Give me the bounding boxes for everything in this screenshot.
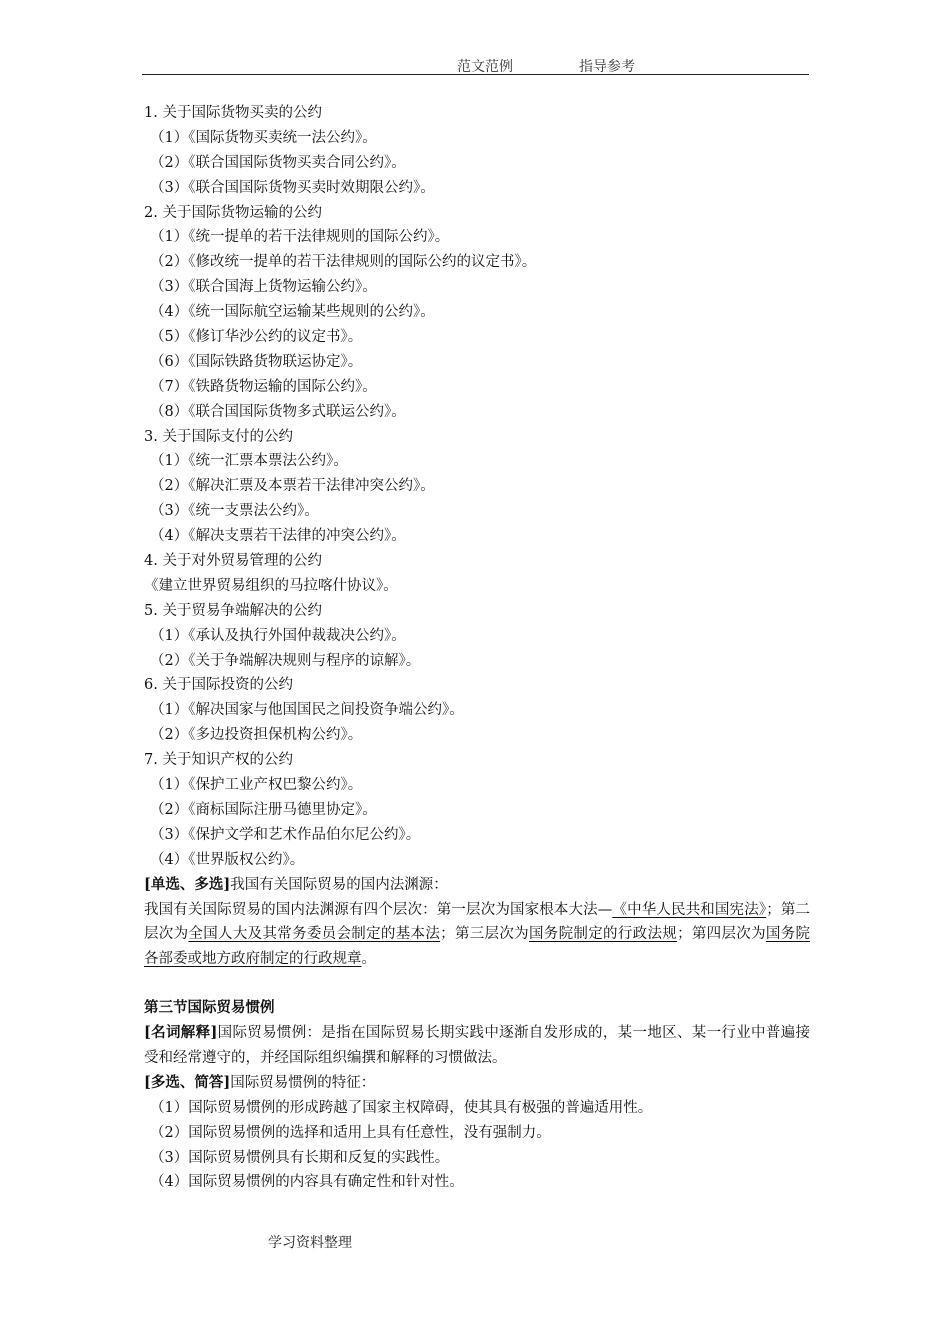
page-header bbox=[142, 54, 809, 75]
header-left-text: 范文范例 bbox=[457, 59, 513, 75]
convention-item: （4）《解决支票若干法律的冲突公约》。 bbox=[150, 528, 406, 545]
convention-item: （1）《承认及执行外国仲裁裁决公约》。 bbox=[150, 627, 406, 644]
answer-text: ；第二层次为 bbox=[144, 901, 811, 943]
features-text: 国际贸易惯例的特征： bbox=[230, 1074, 376, 1091]
convention-heading: 6. 关于国际投资的公约 bbox=[144, 677, 293, 694]
feature-item: （3）国际贸易惯例具有长期和反复的实践性。 bbox=[150, 1149, 450, 1166]
underlined-term: 国务院各部委或地方政府制定的行政规章 bbox=[144, 926, 811, 968]
convention-item: （1）《统一汇票本票法公约》。 bbox=[150, 453, 348, 470]
convention-heading: 4. 关于对外贸易管理的公约 bbox=[144, 553, 322, 570]
convention-item: （1）《统一提单的若干法律规则的国际公约》。 bbox=[150, 229, 450, 246]
convention-item: （2）《多边投资担保机构公约》。 bbox=[150, 727, 363, 744]
convention-heading: 1. 关于国际货物买卖的公约 bbox=[144, 105, 322, 121]
definition-paragraph bbox=[144, 1021, 810, 1071]
convention-item: （2）《联合国国际货物买卖合同公约》。 bbox=[150, 154, 406, 171]
convention-item: （3）《保护文学和艺术作品伯尔尼公约》。 bbox=[150, 826, 421, 843]
convention-item: （2）《修改统一提单的若干法律规则的国际公约的议定书》。 bbox=[150, 254, 537, 271]
features-tag: [多选、简答] bbox=[144, 1073, 231, 1091]
feature-item: （4）国际贸易惯例的内容具有确定性和针对性。 bbox=[150, 1174, 464, 1191]
underlined-term: 《中华人民共和国宪法》 bbox=[612, 901, 767, 918]
features-question bbox=[144, 1071, 810, 1096]
question-text: 我国有关国际贸易的国内法渊源： bbox=[230, 876, 448, 893]
convention-item: （2）《商标国际注册马德里协定》。 bbox=[150, 801, 377, 818]
convention-item: 《建立世界贸易组织的马拉喀什协议》。 bbox=[144, 577, 398, 594]
convention-item: （4）《统一国际航空运输某些规则的公约》。 bbox=[150, 304, 435, 321]
conventions-list bbox=[144, 101, 810, 873]
answer-text: 。 bbox=[361, 951, 376, 968]
convention-heading: 2. 关于国际货物运输的公约 bbox=[144, 204, 322, 221]
convention-item: （7）《铁路货物运输的国际公约》。 bbox=[150, 378, 377, 395]
convention-item: （3）《统一支票法公约》。 bbox=[150, 503, 319, 520]
question-type-tag: [单选、多选] bbox=[144, 875, 231, 893]
document-body bbox=[144, 101, 810, 1195]
underlined-term: 全国人大及其常务委员会制定的基本法 bbox=[188, 926, 441, 943]
domestic-question bbox=[144, 873, 810, 898]
convention-item: （3）《联合国国际货物买卖时效期限公约》。 bbox=[150, 179, 435, 196]
convention-item: （6）《国际铁路货物联运协定》。 bbox=[150, 353, 363, 370]
answer-text: 我国有关国际贸易的国内法渊源有四个层次：第一层次为国家根本大法— bbox=[144, 901, 613, 918]
convention-item: （2）《解决汇票及本票若干法律冲突公约》。 bbox=[150, 478, 435, 495]
convention-heading: 3. 关于国际支付的公约 bbox=[144, 428, 293, 445]
features-list bbox=[144, 1096, 810, 1196]
feature-item: （2）国际贸易惯例的选择和适用上具有任意性，没有强制力。 bbox=[150, 1124, 551, 1141]
convention-item: （1）《解决国家与他国国民之间投资争端公约》。 bbox=[150, 702, 464, 719]
convention-heading: 7. 关于知识产权的公约 bbox=[144, 752, 293, 769]
domestic-answer bbox=[144, 898, 810, 973]
convention-item: （1）《国际货物买卖统一法公约》。 bbox=[150, 129, 377, 146]
definition-tag: [名词解释] bbox=[144, 1024, 218, 1042]
feature-item: （1）国际贸易惯例的形成跨越了国家主权障碍，使其具有极强的普遍适用性。 bbox=[150, 1099, 653, 1116]
header-right-text: 指导参考 bbox=[579, 59, 635, 75]
convention-item: （4）《世界版权公约》。 bbox=[150, 851, 305, 868]
convention-heading: 5. 关于贸易争端解决的公约 bbox=[144, 602, 322, 619]
underlined-term: 国务院制定的行政法规 bbox=[528, 926, 678, 943]
page-footer: 学习资料整理 bbox=[268, 1235, 352, 1251]
answer-text: ；第三层次为 bbox=[440, 926, 529, 943]
convention-item: （8）《联合国国际货物多式联运公约》。 bbox=[150, 403, 406, 420]
answer-text: ；第四层次为 bbox=[677, 926, 766, 943]
convention-item: （3）《联合国海上货物运输公约》。 bbox=[150, 279, 377, 296]
convention-item: （5）《修订华沙公约的议定书》。 bbox=[150, 329, 363, 346]
definition-text: 国际贸易惯例：是指在国际贸易长期实践中逐渐自发形成的，某一地区、某一行业中普遍接受和经常遵守的，并经国际组织编撰和解释的习惯做法。 bbox=[144, 1025, 810, 1067]
convention-item: （2）《关于争端解决规则与程序的谅解》。 bbox=[150, 652, 421, 669]
convention-item: （1）《保护工业产权巴黎公约》。 bbox=[150, 777, 363, 794]
section-title: 第三节国际贸易惯例 bbox=[144, 999, 275, 1017]
